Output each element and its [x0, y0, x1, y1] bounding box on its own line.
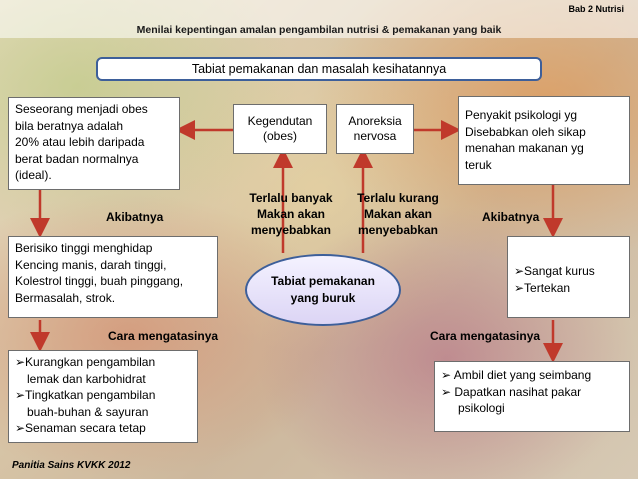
obesity-definition-box	[8, 97, 180, 190]
text-line: Penyakit psikologi yg	[465, 108, 578, 122]
bad-eating-habit-ellipse	[245, 254, 401, 326]
anorexia-definition-box	[458, 96, 630, 185]
obesity-box	[233, 104, 327, 154]
left-solution-label: Cara mengatasinya	[108, 329, 219, 343]
list-item: ➢Kurangkan pengambilan	[15, 355, 156, 369]
text-line: bila beratnya adalah	[15, 118, 124, 133]
list-item: ➢Tertekan	[514, 280, 571, 295]
text-line: Disebabkan oleh sikap	[465, 124, 586, 139]
text-line: Tabiat pemakanan	[271, 274, 375, 288]
text-line: nervosa	[353, 129, 397, 143]
anorexia-box	[336, 104, 414, 154]
list-item: lemak dan karbohidrat	[27, 371, 146, 386]
text-line: Seseorang menjadi obes	[15, 102, 148, 116]
list-item: ➢Sangat kurus	[514, 264, 595, 278]
slide-subtitle: Menilai kepentingan amalan pengambilan nutrisi & pemakanan yang baik	[136, 24, 502, 36]
text-line: yang buruk	[290, 291, 356, 305]
text-line: Kencing manis, darah tinggi,	[15, 257, 167, 272]
text-line: Makan akan	[363, 207, 433, 221]
text-line: Kolestrol tinggi, buah pinggang,	[15, 274, 184, 288]
text-line: menyebabkan	[357, 223, 439, 237]
list-item: ➢ Ambil diet yang seimbang	[441, 368, 592, 382]
obesity-risk-box	[8, 236, 218, 318]
list-item: psikologi	[458, 401, 505, 415]
text-line: Terlalu banyak	[249, 191, 333, 205]
list-item: ➢Senaman secara tetap	[15, 421, 146, 435]
right-effect-label: Akibatnya	[482, 210, 540, 224]
footer-credit: Panitia Sains KVKK 2012	[12, 460, 131, 471]
obesity-solution-box	[8, 350, 198, 443]
text-line: Anoreksia	[348, 114, 402, 128]
text-line: menyebabkan	[250, 223, 332, 237]
text-line: (ideal).	[15, 168, 52, 182]
left-effect-label: Akibatnya	[106, 210, 164, 224]
list-item: buah-buhan & sayuran	[27, 404, 149, 419]
text-line: Terlalu kurang	[357, 191, 439, 205]
text-line: 20% atau lebih daripada	[15, 135, 145, 149]
text-line: Bermasalah, strok.	[15, 290, 116, 305]
anorexia-effect-box	[507, 236, 630, 318]
text-line: teruk	[465, 157, 492, 172]
text-line: Kegendutan	[247, 114, 313, 128]
undereating-cause-label	[343, 190, 453, 238]
anorexia-solution-box	[434, 361, 630, 432]
text-line: Berisiko tinggi menghidap	[15, 241, 153, 255]
list-item: ➢Tingkatkan pengambilan	[15, 388, 156, 402]
list-item: ➢ Dapatkan nasihat pakar	[441, 384, 582, 399]
text-line: menahan makanan yg	[465, 141, 584, 155]
slide-title: Tabiat pemakanan dan masalah kesihatannya	[96, 57, 542, 81]
right-solution-label: Cara mengatasinya	[430, 329, 541, 343]
overeating-cause-label	[236, 190, 346, 238]
chapter-label: Bab 2 Nutrisi	[568, 4, 624, 14]
text-line: berat badan normalnya	[15, 151, 139, 166]
text-line: (obes)	[262, 129, 297, 143]
text-line: Makan akan	[256, 207, 326, 221]
